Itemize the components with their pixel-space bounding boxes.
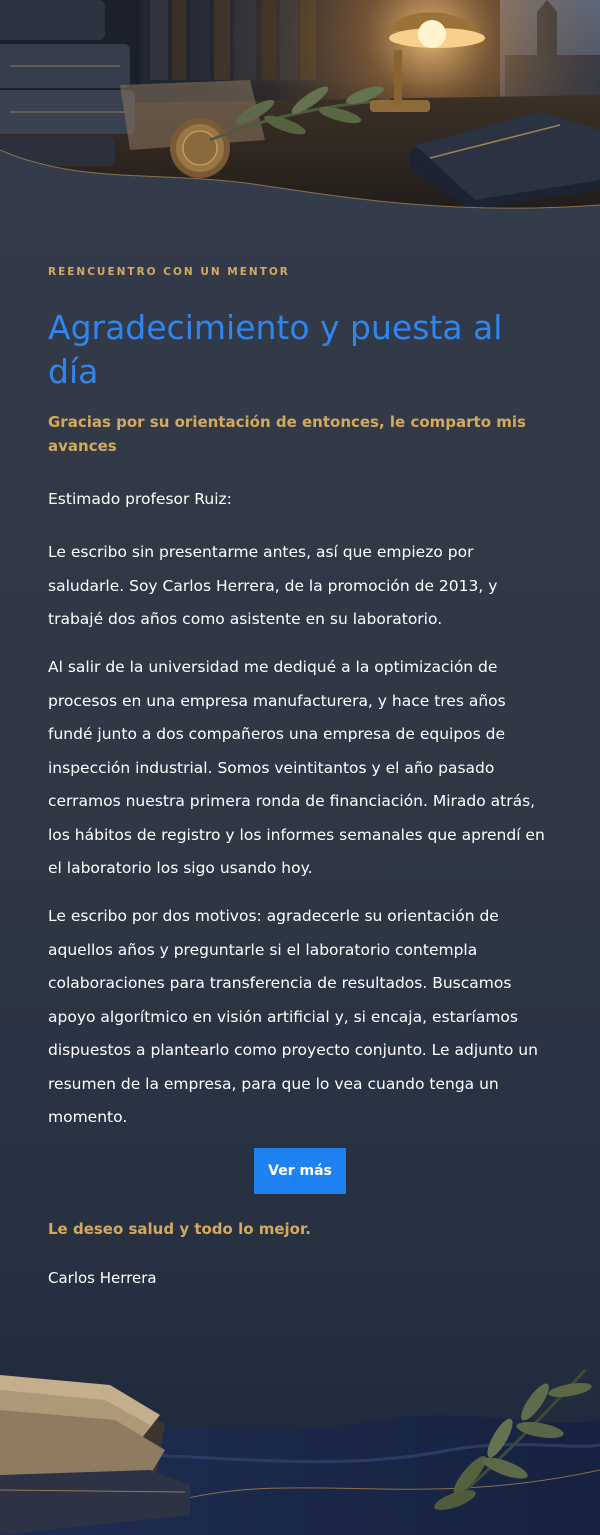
closing-line: Le deseo salud y todo lo mejor. xyxy=(48,1220,311,1238)
body-paragraph: Al salir de la universidad me dediqué a la optimización de procesos en una empresa manufacturera, y hace tres años fundé junto a dos compañeros una empresa de equipos de inspección industrial. Somos veintitantos y el año pasado cerramos nuestra primera ronda de financiación. Mirado atrás, los hábitos de registro y los informes semanales que aprendí en el laboratorio los sigo usando hoy. xyxy=(48,658,545,877)
body-paragraph: Le escribo por dos motivos: agradecerle su orientación de aquellos años y preguntarle si el laboratorio contempla colaboraciones para transferencia de resultados. Buscamos apoyo algorítmico en visión artificial y, si encaja, estaríamos dispuestos a plantearlo como proyecto conjunto. Le adjunto un resumen de la empresa, para que lo vea cuando tenga un momento. xyxy=(48,907,538,1126)
page-title: Agradecimiento y puesta al día xyxy=(48,308,503,391)
greeting: Estimado profesor Ruiz: xyxy=(48,490,232,508)
eyebrow-label: REENCUENTRO CON UN MENTOR xyxy=(48,266,290,278)
header-image xyxy=(0,0,600,232)
ver-mas-button[interactable]: Ver más xyxy=(254,1148,346,1194)
subtitle: Gracias por su orientación de entonces, le comparto mis avances xyxy=(48,413,526,455)
body-paragraph: Le escribo sin presentarme antes, así que empiezo por saludarle. Soy Carlos Herrera, de la promoción de 2013, y trabajé dos años como asistente en su laboratorio. xyxy=(48,543,498,628)
signature: Carlos Herrera xyxy=(48,1269,157,1287)
footer-image xyxy=(0,1350,600,1535)
